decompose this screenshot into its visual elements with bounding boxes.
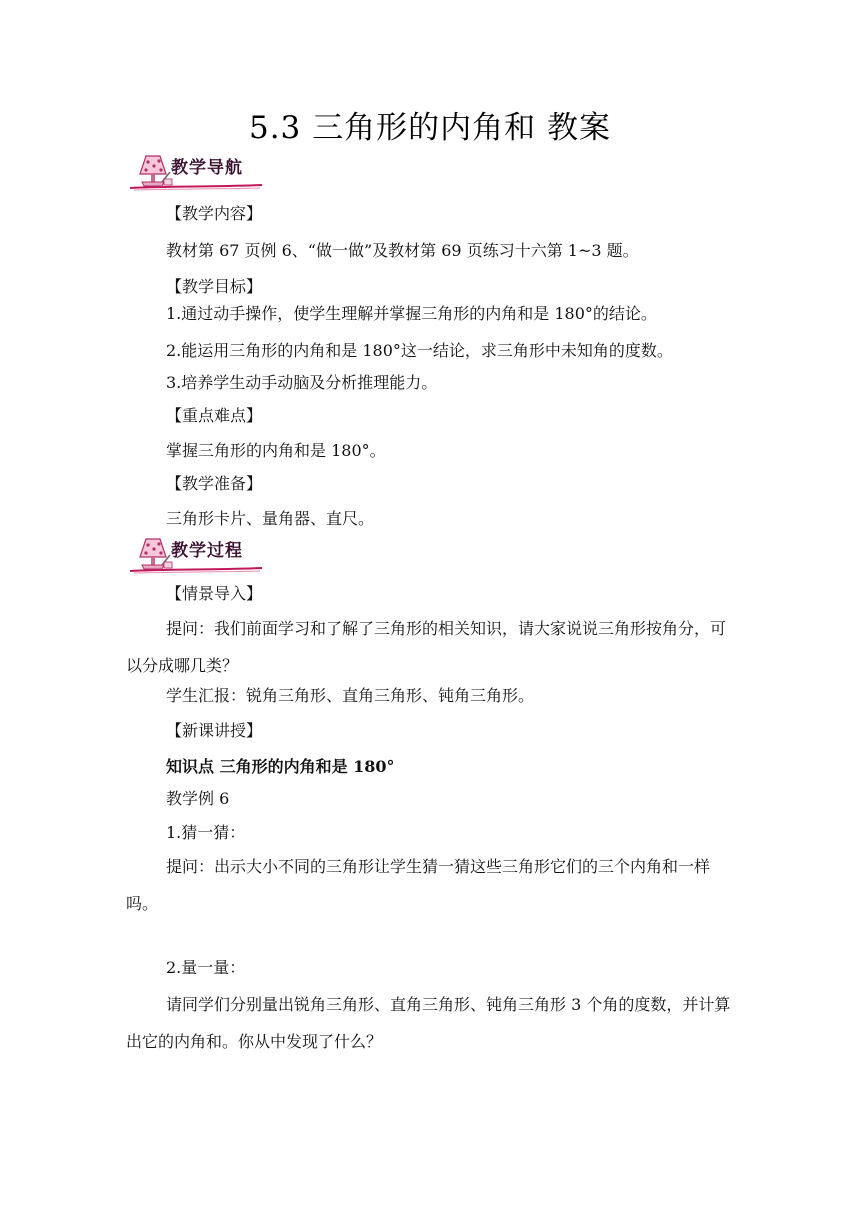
- knowledge-point: 知识点 三角形的内角和是 180°: [166, 757, 395, 776]
- step-2-text: 请同学们分别量出锐角三角形、直角三角形、钝角三角形 3 个角的度数，并计算出它的内角和。你从中发现了什么？: [126, 995, 731, 1051]
- prep-text: 三角形卡片、量角器、直尺。: [166, 509, 375, 528]
- prep-heading: 【教学准备】: [166, 474, 263, 493]
- intro-question: 提问：我们前面学习和了解了三角形的相关知识，请大家说说三角形按角分，可以分成哪几类？: [126, 619, 727, 675]
- goal-2: 2.能运用三角形的内角和是 180°这一结论，求三角形中未知角的度数。: [166, 341, 673, 360]
- intro-heading: 【情景导入】: [166, 584, 263, 603]
- section-banner-guide: [126, 152, 266, 192]
- document-title: 5.3 三角形的内角和 教案: [248, 110, 611, 146]
- intro-answer: 学生汇报：锐角三角形、直角三角形、钝角三角形。: [166, 686, 535, 705]
- section-banner-process: [126, 535, 266, 575]
- step-1-text: 提问：出示大小不同的三角形让学生猜一猜这些三角形它们的三个内角和一样吗。: [126, 857, 711, 913]
- goal-1: 1.通过动手操作，使学生理解并掌握三角形的内角和是 180°的结论。: [166, 304, 657, 323]
- content-heading: 【教学内容】: [166, 204, 263, 223]
- new-heading: 【新课讲授】: [166, 721, 263, 740]
- step-1-label: 1.猜一猜：: [166, 823, 246, 842]
- content-text: 教材第 67 页例 6、“做一做”及教材第 69 页练习十六第 1~3 题。: [166, 241, 639, 260]
- example-label: 教学例 6: [166, 789, 230, 808]
- goals-heading: 【教学目标】: [166, 277, 263, 296]
- goal-3: 3.培养学生动手动脑及分析推理能力。: [166, 373, 438, 392]
- step-2-label: 2.量一量：: [166, 958, 246, 977]
- banner-process-label: 教学过程: [171, 541, 243, 561]
- key-heading: 【重点难点】: [166, 406, 263, 425]
- banner-guide-label: 教学导航: [171, 158, 243, 178]
- key-text: 掌握三角形的内角和是 180°。: [166, 441, 386, 460]
